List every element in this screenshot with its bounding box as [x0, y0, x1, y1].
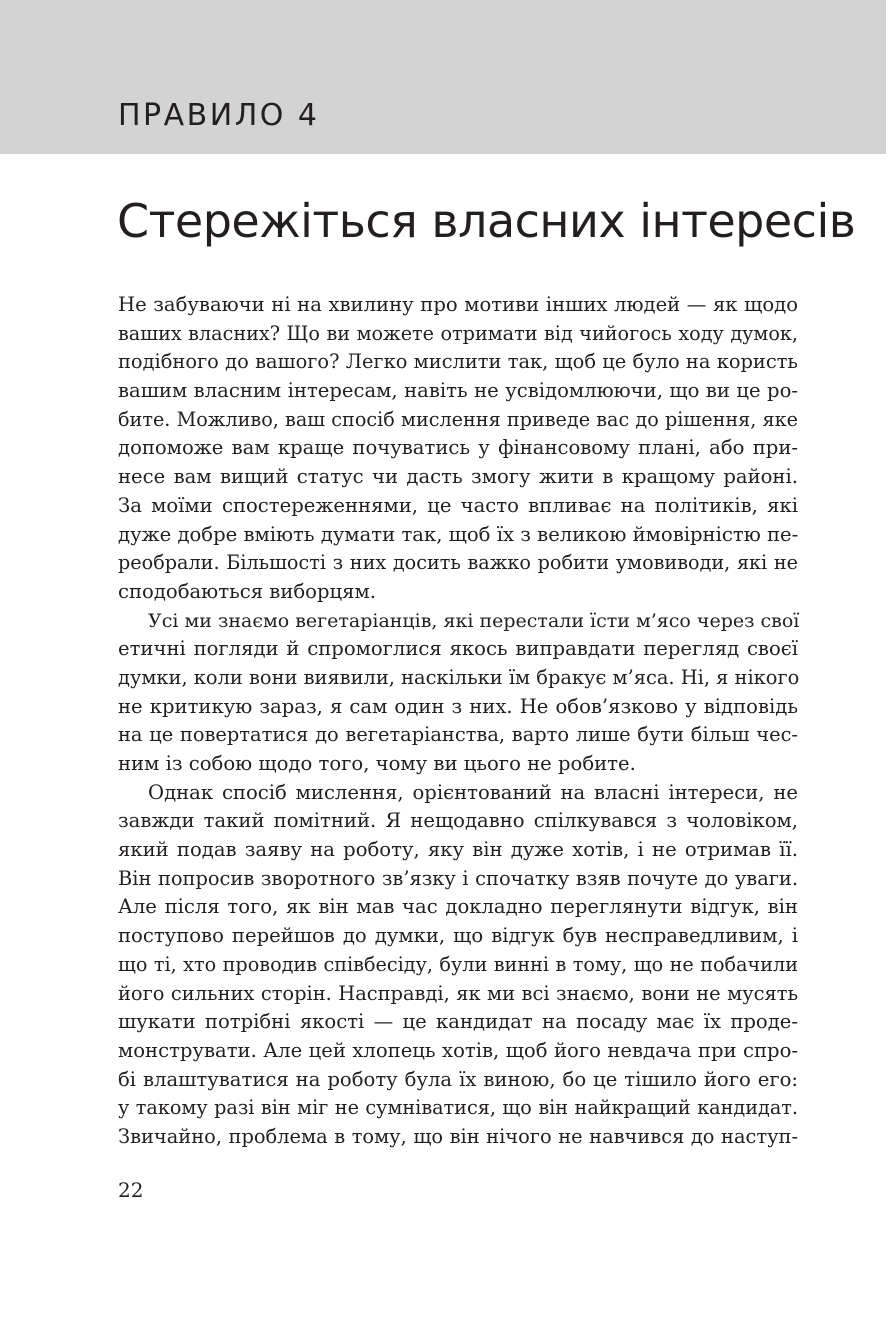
text-line: реобрали. Більшості з них досить важко робити умовиводи, які не [118, 551, 798, 575]
text-line: його сильних сторін. Насправді, як ми всі знаємо, вони не мусять [118, 981, 798, 1005]
paragraph [118, 291, 798, 607]
text-line: дуже добре вміють думати так, щоб їх з великою ймовірністю пе- [118, 522, 799, 546]
text-line: За моїми спостереженнями, це часто впливає на політиків, які [118, 493, 798, 517]
chapter-header-band [0, 0, 886, 154]
rule-label: ПРАВИЛО 4 [118, 98, 320, 133]
page-number: 22 [118, 1178, 144, 1202]
text-line: сподобаються виборцям. [118, 579, 376, 603]
chapter-title: Стережіться власних інтересів [117, 194, 856, 248]
text-line: бите. Можливо, ваш спосіб мислення приведе вас до рішення, яке [118, 407, 798, 431]
text-line: Але після того, як він мав час докладно переглянути відгук, він [118, 895, 798, 919]
text-line: на це повертатися до вегетаріанства, варто лише бути більш чес- [118, 723, 798, 747]
text-line: який подав заяву на роботу, яку він дуже хотів, і не отримав її. [118, 838, 798, 862]
text-line: бі влаштуватися на роботу була їх виною, бо це тішило його его: [118, 1067, 798, 1091]
text-line: Усі ми знаємо вегетаріанців, які перестали їсти м’ясо через свої [148, 609, 800, 632]
body-text [118, 291, 798, 1152]
text-line: допоможе вам краще почуватись у фінансовому плані, або при- [118, 436, 798, 460]
paragraph [118, 779, 798, 1152]
text-line: завжди такий помітний. Я нещодавно спілкувався з чоловіком, [118, 809, 798, 833]
text-line: поступово перейшов до думки, що відгук був несправедливим, і [118, 924, 798, 948]
text-line: думки, коли вони виявили, наскільки їм бракує м’яса. Ні, я нікого [118, 665, 800, 689]
text-line: Звичайно, проблема в тому, що він нічого не навчився до наступ- [118, 1124, 798, 1148]
text-line: етичні погляди й спромоглися якось виправдати перегляд своєї [118, 637, 798, 661]
text-line: Він попросив зворотного зв’язку і спочатку взяв почуте до уваги. [118, 866, 798, 890]
text-line: Однак спосіб мислення, орієнтований на власні інтереси, не [148, 780, 798, 804]
text-line: Не забуваючи ні на хвилину про мотиви інших людей — як щодо [118, 293, 798, 316]
paragraph [118, 607, 798, 779]
text-line: монструвати. Але цей хлопець хотів, щоб його невдача при спро- [118, 1038, 798, 1062]
text-line: ним із собою щодо того, чому ви цього не робите. [118, 752, 636, 775]
text-line: не критикую зараз, я сам один з них. Не обов’язково у відповідь [118, 694, 798, 718]
text-line: шукати потрібні якості — це кандидат на посаду має їх проде- [118, 1010, 798, 1034]
text-line: ваших власних? Що ви можете отримати від чийогось ходу думок, [118, 321, 798, 345]
text-line: у такому разі він міг не сумніватися, що він найкращий кандидат. [118, 1096, 798, 1120]
text-line: несе вам вищий статус чи дасть змогу жити в кращому районі. [118, 465, 798, 489]
text-line: подібного до вашого? Легко мислити так, щоб це було на користь [118, 350, 798, 374]
text-line: що ті, хто проводив співбесіду, були винні в тому, що не побачили [118, 952, 798, 976]
text-line: вашим власним інтересам, навіть не усвідомлюючи, що ви це ро- [118, 379, 798, 403]
